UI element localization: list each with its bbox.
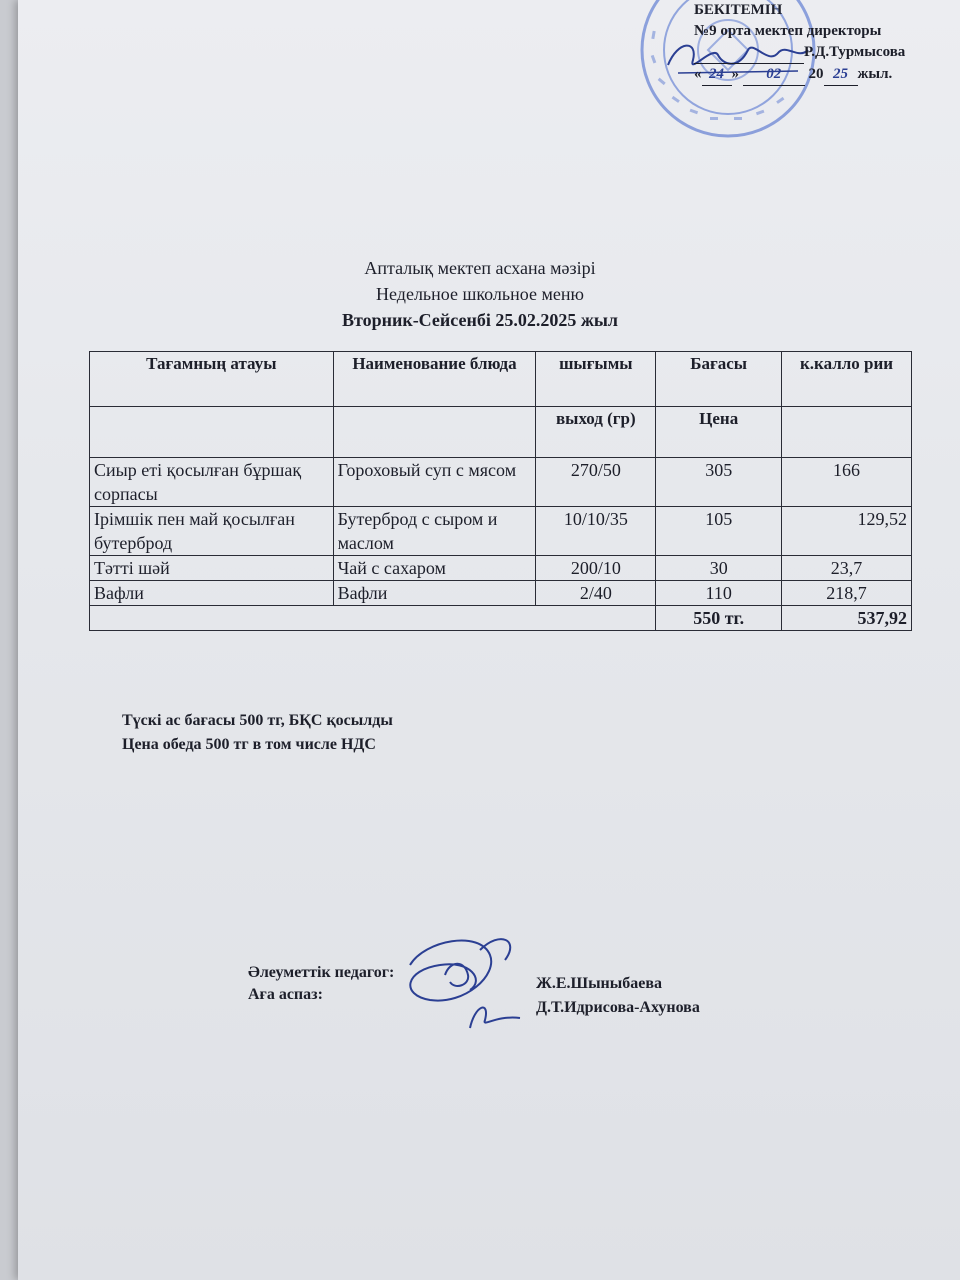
- price-note-ru: Цена обеда 500 тг в том числе НДС: [122, 736, 376, 753]
- dish-name-kz: Ірімшік пен май қосылған бутерброд: [90, 507, 334, 556]
- date-month: 02: [743, 64, 805, 86]
- role-social-pedagogue: Әлеуметтік педагог:: [248, 964, 395, 981]
- dish-yield: 2/40: [536, 581, 656, 606]
- dish-kcal: 23,7: [782, 556, 912, 581]
- dish-name-ru: Гороховый суп с мясом: [333, 458, 536, 507]
- header-row: [90, 352, 912, 407]
- dish-name-kz: Тәтті шәй: [90, 556, 334, 581]
- subheader-row: [90, 407, 912, 458]
- dish-yield: 200/10: [536, 556, 656, 581]
- header-yield-ru: выход (гр): [536, 407, 656, 458]
- header-name-ru: Наименование блюда: [333, 352, 536, 407]
- table-row: [90, 556, 912, 581]
- header-price-kz: Бағасы: [656, 352, 782, 407]
- name-head-cook: Д.Т.Идрисова-Ахунова: [536, 999, 700, 1016]
- approval-director-line: [694, 42, 905, 64]
- table-row: [90, 581, 912, 606]
- approval-date: « 24 » 02 20 25 жыл.: [694, 64, 905, 86]
- dish-yield: 270/50: [536, 458, 656, 507]
- approval-block: [694, 0, 905, 86]
- dish-name-ru: Чай с сахаром: [333, 556, 536, 581]
- dish-price: 305: [656, 458, 782, 507]
- role-head-cook: Аға аспаз:: [248, 986, 323, 1003]
- header-yield-kz: шығымы: [536, 352, 656, 407]
- dish-yield: 10/10/35: [536, 507, 656, 556]
- handwritten-signature: [370, 920, 540, 1030]
- header-price-ru: Цена: [656, 407, 782, 458]
- date-year: 25: [824, 64, 858, 86]
- title-ru: Недельное школьное меню: [376, 284, 584, 304]
- signature-roles: [248, 962, 394, 1006]
- total-price: 550 тг.: [656, 606, 782, 631]
- dish-name-kz: Сиыр еті қосылған бұршақ сорпасы: [90, 458, 334, 507]
- date-day: 24: [702, 64, 732, 86]
- title-kz: Апталық мектеп асхана мәзірі: [364, 258, 596, 278]
- document-page: [18, 0, 960, 1280]
- table-row: [90, 507, 912, 556]
- dish-kcal: 166: [782, 458, 912, 507]
- approval-position: №9 орта мектеп директоры: [694, 23, 882, 39]
- dish-price: 110: [656, 581, 782, 606]
- approval-heading: БЕКІТЕМІН: [694, 2, 783, 18]
- menu-title: [0, 255, 960, 333]
- dish-kcal: 218,7: [782, 581, 912, 606]
- price-note-kz: Түскі ас бағасы 500 тг, БҚС қосылды: [122, 712, 393, 729]
- header-kcal: к.калло рии: [782, 352, 912, 407]
- table-row: [90, 458, 912, 507]
- dish-price: 30: [656, 556, 782, 581]
- dish-name-ru: Вафли: [333, 581, 536, 606]
- header-name-kz: Тағамның атауы: [90, 352, 334, 407]
- name-social-pedagogue: Ж.Е.Шыныбаева: [536, 975, 663, 992]
- director-name: Р.Д.Турмысова: [804, 44, 906, 60]
- dish-name-ru: Бутерброд с сыром и маслом: [333, 507, 536, 556]
- dish-price: 105: [656, 507, 782, 556]
- signature-names: [536, 972, 700, 1020]
- total-kcal: 537,92: [782, 606, 912, 631]
- total-row: [90, 606, 912, 631]
- dish-kcal: 129,52: [782, 507, 912, 556]
- dish-name-kz: Вафли: [90, 581, 334, 606]
- menu-table: [89, 351, 912, 631]
- price-note: [122, 709, 393, 757]
- title-date: Вторник-Сейсенбі 25.02.2025 жыл: [341, 310, 619, 330]
